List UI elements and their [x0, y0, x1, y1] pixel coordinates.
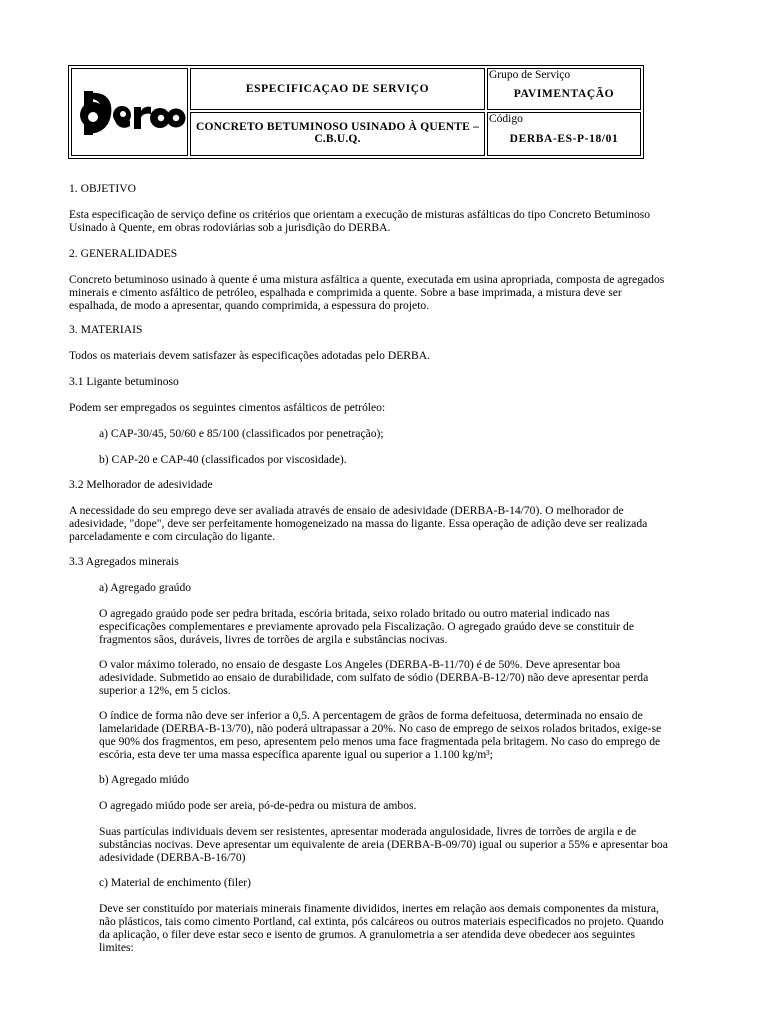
subsection-heading-melhorador: 3.2 Melhorador de adesividade: [69, 478, 213, 491]
item-heading-filer: c) Material de enchimento (filer): [99, 876, 251, 889]
paragraph-agregado-miudo-1: O agregado miúdo pode ser areia, pó-de-pedra ou mistura de ambos.: [99, 799, 417, 812]
code-value: DERBA-ES-P-18/01: [509, 133, 619, 146]
group-cell: [487, 68, 641, 110]
subsection-heading-ligante: 3.1 Ligante betuminoso: [69, 375, 179, 388]
paragraph-agregado-graudo-2: O valor máximo tolerado, no ensaio de desgaste Los Angeles (DERBA-B-11/70) é de 50%. Deve apresentar boa adesividade. Submetido ao ensaio de durabilidade, com sulfato de sódio (DERBA-B-12/70) não deve apresentar perda superior a 12%, em 5 ciclos.: [99, 658, 649, 697]
service-spec-title: ESPECIFICAÇAO DE SERVIÇO: [245, 83, 430, 95]
code-label: Código: [489, 113, 523, 126]
derba-logo: [76, 85, 186, 141]
paragraph-materiais: Todos os materiais devem satisfazer às especificações adotadas pelo DERBA.: [69, 349, 431, 362]
document-header-table: [68, 65, 644, 159]
group-value: PAVIMENTAÇÃO: [513, 88, 615, 100]
doc-title: CONCRETO BETUMINOSO USINADO À QUENTE – C.B.U.Q.: [195, 121, 480, 146]
item-heading-agregado-miudo: b) Agregado miúdo: [99, 773, 190, 786]
service-spec-title-cell: [190, 68, 485, 110]
paragraph-generalidades: Concreto betuminoso usinado à quente é uma mistura asfáltica a quente, executada em usina apropriada, composta de agregados minerais e cimento asfáltico de petróleo, espalhada e comprimida a quente. Sobre a base imprimada, a mistura deve ser espalhada, de modo a apresentar, quando comprimida, a espessura do projeto.: [69, 273, 665, 312]
group-label: Grupo de Serviço: [489, 69, 571, 81]
doc-title-cell: [190, 112, 485, 156]
list-item-ligante-a: a) CAP-30/45, 50/60 e 85/100 (classificados por penetração);: [99, 427, 384, 440]
subsection-heading-agregados: 3.3 Agregados minerais: [69, 555, 179, 568]
paragraph-objetivo: Esta especificação de serviço define os critérios que orientam a execução de misturas asfálticas do tipo Concreto Betuminoso Usinado à Quente, em obras rodoviárias sob a jurisdição do DERBA.: [69, 208, 651, 234]
paragraph-agregado-graudo-1: O agregado graúdo pode ser pedra britada, escória britada, seixo rolado britado ou outro material indicado nas especificações complementares e previamente aprovado pela Fiscalização. O agregado graúdo deve se constituir de fragmentos sãos, duráveis, livres de torrões de argila e substâncias nocivas.: [99, 607, 635, 646]
section-heading-materiais: 3. MATERIAIS: [69, 323, 143, 336]
paragraph-agregado-miudo-2: Suas partículas individuais devem ser resistentes, apresentar moderada angulosidade, livres de torrões de argila e de substâncias nocivas. Deve apresentar um equivalente de areia (DERBA-B-09/70) igual ou superior a 55% e apresentar boa adesividade (DERBA-B-16/70): [99, 825, 668, 864]
section-heading-generalidades: 2. GENERALIDADES: [69, 247, 178, 260]
paragraph-melhorador: A necessidade do seu emprego deve ser avaliada através de ensaio de adesividade (DERBA-B-14/70). O melhorador de adesividade, "dope", deve ser perfeitamente homogeneizado na massa do ligante. Essa operação de adição deve ser realizada parceladamente e com circulação do ligante.: [69, 504, 648, 543]
paragraph-ligante: Podem ser empregados os seguintes cimentos asfálticos de petróleo:: [69, 401, 386, 414]
list-item-ligante-b: b) CAP-20 e CAP-40 (classificados por viscosidade).: [99, 453, 347, 466]
section-heading-objetivo: 1. OBJETIVO: [69, 182, 136, 195]
paragraph-filer: Deve ser constituído por materiais minerais finamente divididos, inertes em relação aos demais componentes da mistura, não plásticos, tais como cimento Portland, cal extinta, pós calcáreos ou outros materiais especificados no projeto. Quando da aplicação, o filer deve estar seco e isento de grumos. A granulometria a ser atendida deve obedecer aos seguintes limites:: [99, 902, 664, 954]
item-heading-agregado-graudo: a) Agregado graúdo: [99, 581, 192, 594]
code-cell: [487, 112, 641, 156]
logo-cell: [71, 68, 188, 156]
paragraph-agregado-graudo-3: O índice de forma não deve ser inferior a 0,5. A percentagem de grãos de forma defeituosa, determinada no ensaio de lamelaridade (DERBA-B-13/70), não poderá ultrapassar a 20%. No caso de emprego de seixos rolados britados, exige-se que 90% dos fragmentos, em peso, apresentem pelo menos uma face fragmentada pela britagem. No caso do emprego de escória, esta deve ter uma massa específica aparente igual ou superior a 1.100 kg/m³;: [99, 709, 662, 761]
